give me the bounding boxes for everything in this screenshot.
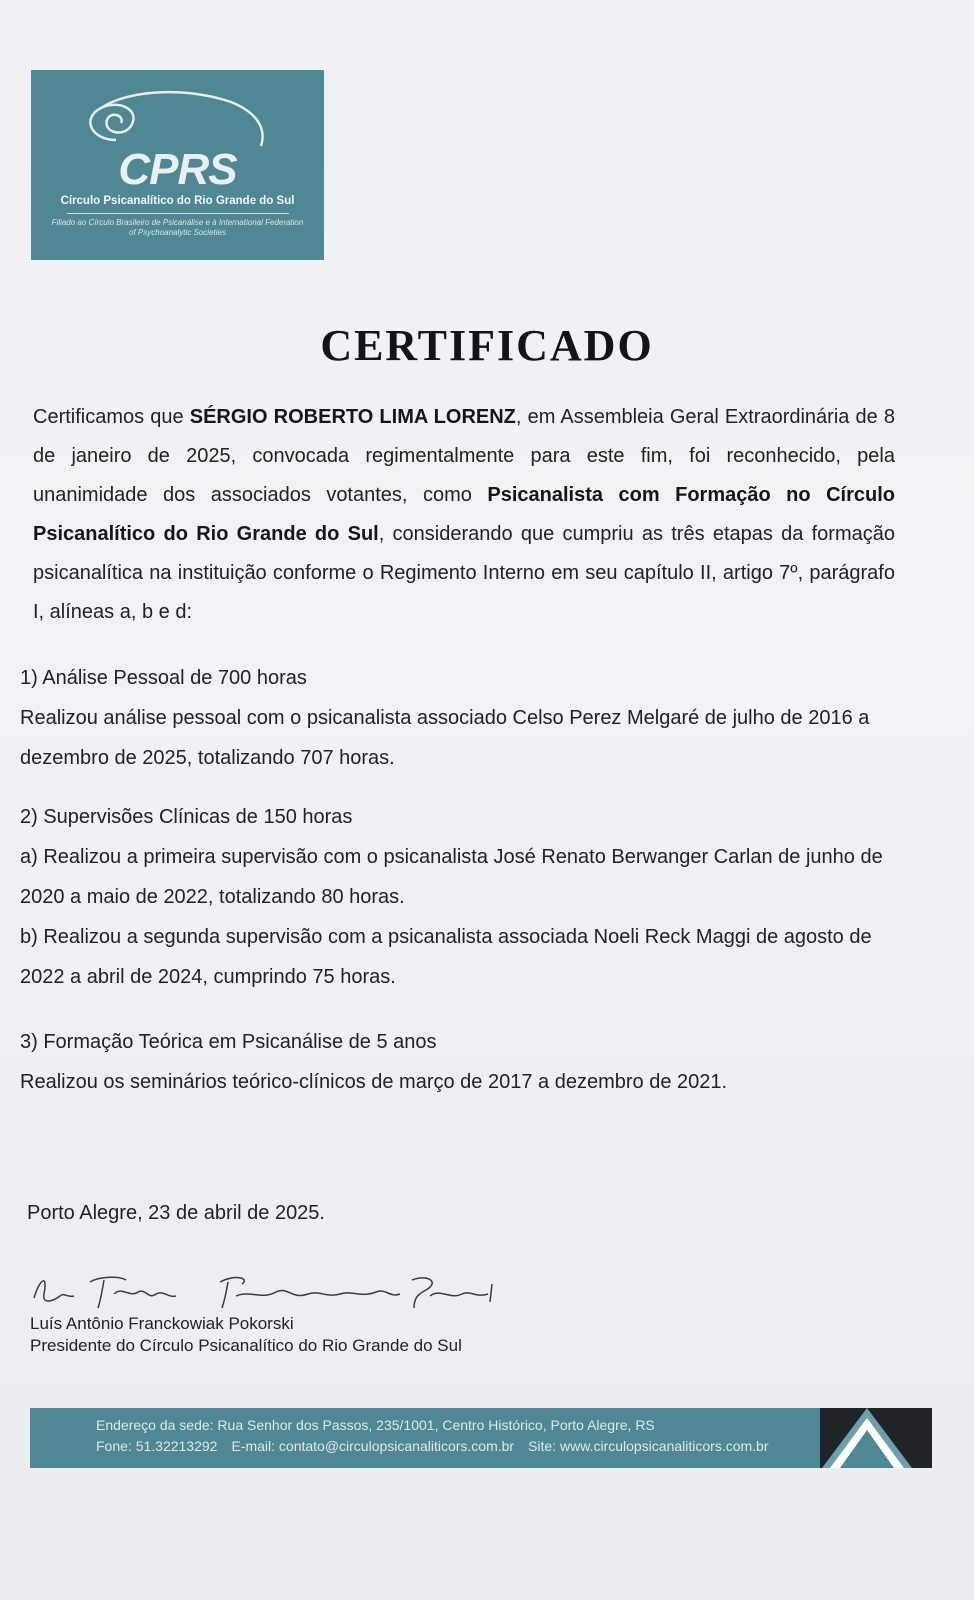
footer-phone: Fone: 51.32213292 xyxy=(96,1438,218,1454)
section2-item-b: b) Realizou a segunda supervisão com a psicanalista associada Noeli Reck Maggi de agosto de 2022 a abril de 2024, cumprindo 75 horas. xyxy=(20,926,872,988)
footer-site: Site: www.circulopsicanaliticors.com.br xyxy=(528,1438,769,1454)
intro-text-3: , considerando que cumpriu as três etapas da formação psicanalítica na instituição conforme o Regimento Interno em seu capítulo II, artigo 7º, parágrafo I, alíneas a, b e d: xyxy=(33,523,895,623)
section1-heading: 1) Análise Pessoal de 700 horas xyxy=(20,667,307,689)
footer-email: E-mail: contato@circulopsicanaliticors.com.br xyxy=(231,1438,515,1454)
footer-bar xyxy=(30,1408,932,1468)
handwritten-signature xyxy=(30,1268,500,1314)
section2-heading: 2) Supervisões Clínicas de 150 horas xyxy=(20,806,353,828)
section1-text: Realizou análise pessoal com o psicanalista associado Celso Perez Melgaré de julho de 2016 a dezembro de 2025, totalizando 707 horas. xyxy=(20,707,870,769)
logo-affiliation: Filiado ao Círculo Brasileiro de Psicanálise e à International Federation of Psychoanalytic Societies xyxy=(51,218,304,237)
section-theoretical-training xyxy=(20,1022,910,1102)
signatory-role: Presidente do Círculo Psicanalítico do Rio Grande do Sul xyxy=(30,1336,462,1355)
intro-text-2: , em Assembleia Geral Extraordinária de 8 de janeiro de 2025, convocada regimentalmente para este fim, foi reconhecido, pela unanimidade dos associados votantes, como xyxy=(33,406,895,506)
section-personal-analysis xyxy=(20,658,910,778)
place-date: Porto Alegre, 23 de abril de 2025. xyxy=(27,1202,325,1224)
triangle-icon xyxy=(822,1408,912,1468)
recipient-name: SÉRGIO ROBERTO LIMA LORENZ xyxy=(189,406,516,428)
signatory-name: Luís Antônio Franckowiak Pokorski xyxy=(30,1314,294,1333)
logo-acronym: CPRS xyxy=(118,145,237,194)
section-clinical-supervision xyxy=(20,797,910,997)
recognized-title: Psicanalista com Formação no Círculo Psicanalítico do Rio Grande do Sul xyxy=(33,484,896,545)
section3-heading: 3) Formação Teórica em Psicanálise de 5 anos xyxy=(20,1031,437,1053)
logo-name: Círculo Psicanalítico do Rio Grande do Sul xyxy=(60,195,295,207)
intro-paragraph xyxy=(33,398,895,632)
logo-divider xyxy=(67,213,289,214)
footer-contacts xyxy=(96,1438,783,1454)
section2-item-a: a) Realizou a primeira supervisão com o psicanalista José Renato Berwanger Carlan de junho de 2020 a maio de 2022, totalizando 80 horas. xyxy=(20,846,883,908)
section3-text: Realizou os seminários teórico-clínicos de março de 2017 a dezembro de 2021. xyxy=(20,1071,728,1093)
footer-address: Endereço da sede: Rua Senhor dos Passos, 235/1001, Centro Histórico, Porto Alegre, RS xyxy=(96,1417,655,1433)
intro-text-1: Certificamos que xyxy=(33,406,190,428)
page-title: CERTIFICADO xyxy=(320,321,654,370)
cprs-logo xyxy=(31,70,324,260)
